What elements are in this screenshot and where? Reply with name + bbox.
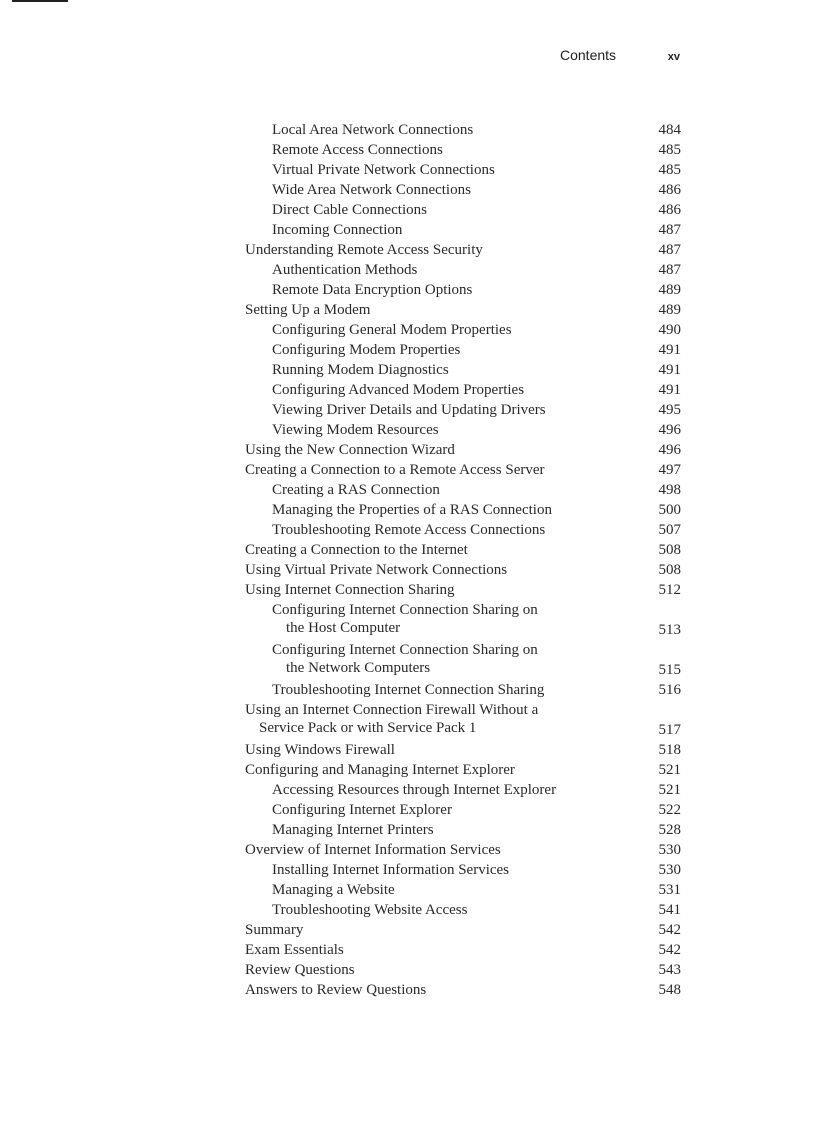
toc-entry-title: Viewing Driver Details and Updating Drivers [272,402,546,418]
toc-entry-page-number: 543 [658,962,681,978]
toc-entry-title: Configuring Internet Connection Sharing on [272,602,538,618]
toc-entry-page-number: 491 [658,382,681,398]
toc-entry-title: Using Windows Firewall [245,742,395,758]
toc-entry[interactable] [245,641,681,681]
toc-entry-title: Using Virtual Private Network Connections [245,562,508,578]
toc-entry[interactable] [245,161,681,181]
toc-entry-page-number: 518 [658,742,681,758]
toc-entry-page-number: 487 [658,242,681,258]
toc-entry-title: Troubleshooting Internet Connection Sharing [272,682,545,698]
toc-entry[interactable] [245,701,681,741]
running-head [560,47,680,67]
toc-entry[interactable] [245,461,681,481]
toc-entry-title: Virtual Private Network Connections [272,162,495,178]
toc-entry-page-number: 489 [658,302,681,318]
toc-entry-page-number: 498 [658,482,681,498]
toc-entry-page-number: 542 [658,922,681,938]
toc-entry-page-number: 531 [658,882,681,898]
toc-entry[interactable] [245,761,681,781]
toc-entry-page-number: 484 [658,122,681,138]
toc-entry-title: Managing Internet Printers [272,822,434,838]
toc-entry-title: Remote Access Connections [272,142,443,158]
toc-entry[interactable] [245,201,681,221]
toc-entry-page-number: 517 [658,722,681,738]
toc-entry-page-number: 541 [658,902,681,918]
toc-entry[interactable] [245,541,681,561]
toc-entry[interactable] [245,521,681,541]
toc-entry-title: Remote Data Encryption Options [272,282,473,298]
toc-entry-page-number: 485 [658,162,681,178]
toc-entry-title: Exam Essentials [245,942,344,958]
toc-entry[interactable] [245,301,681,321]
toc-entry[interactable] [245,441,681,461]
toc-entry-title: Configuring Internet Explorer [272,802,452,818]
toc-entry[interactable] [245,841,681,861]
toc-entry[interactable] [245,481,681,501]
toc-entry[interactable] [245,601,681,641]
toc-entry-page-number: 485 [658,142,681,158]
toc-entry-title: Managing a Website [272,882,395,898]
page-number: xv [667,51,680,63]
toc-entry-title: Local Area Network Connections [272,122,474,138]
toc-entry[interactable] [245,501,681,521]
toc-entry-title: Incoming Connection [272,222,403,238]
toc-entry-page-number: 512 [658,582,681,598]
toc-entry-page-number: 490 [658,322,681,338]
toc-entry[interactable] [245,801,681,821]
toc-entry-title: Authentication Methods [272,262,418,278]
toc-entry-title: Using Internet Connection Sharing [245,582,455,598]
crop-mark [12,0,68,2]
toc-entry-page-number: 521 [658,782,681,798]
toc-entry-page-number: 530 [658,862,681,878]
toc-entry-page-number: 508 [658,542,681,558]
toc-entry-title: Using the New Connection Wizard [245,442,455,458]
toc-entry-page-number: 491 [658,342,681,358]
toc-entry[interactable] [245,221,681,241]
toc-entry[interactable] [245,961,681,981]
toc-entry-title: Direct Cable Connections [272,202,427,218]
toc-entry[interactable] [245,141,681,161]
toc-entry-title: Using an Internet Connection Firewall Without a [245,702,539,718]
toc-entry-page-number: 495 [658,402,681,418]
toc-entry-page-number: 542 [658,942,681,958]
toc-entry-title: Creating a RAS Connection [272,482,440,498]
toc-entry-page-number: 516 [658,682,681,698]
toc-entry-title: Viewing Modem Resources [272,422,439,438]
toc-entry-title: Troubleshooting Remote Access Connections [272,522,546,538]
toc-entry-title: Running Modem Diagnostics [272,362,449,378]
toc-entry-page-number: 487 [658,262,681,278]
toc-entry[interactable] [245,581,681,601]
toc-entry-page-number: 513 [658,622,681,638]
toc-entry-page-number: 496 [658,422,681,438]
toc-entry-title: Understanding Remote Access Security [245,242,483,258]
toc-entry-title: Creating a Connection to a Remote Access Server [245,462,545,478]
toc-entry[interactable] [245,421,681,441]
toc-entry-title: Installing Internet Information Services [272,862,510,878]
toc-entry-page-number: 530 [658,842,681,858]
toc-entry-title: Configuring and Managing Internet Explorer [245,762,515,778]
toc-entry[interactable] [245,901,681,921]
toc-entry[interactable] [245,941,681,961]
toc-entry-page-number: 486 [658,182,681,198]
toc-entry-page-number: 486 [658,202,681,218]
toc-entry[interactable] [245,681,681,701]
toc-entry-page-number: 497 [658,462,681,478]
toc-entry-title: Summary [245,922,304,938]
toc-entry-title: Managing the Properties of a RAS Connection [272,502,552,518]
toc-entry[interactable] [245,881,681,901]
toc-entry-title: Review Questions [245,962,355,978]
toc-entry-page-number: 487 [658,222,681,238]
running-title: Contents [560,47,617,63]
toc-entry[interactable] [245,261,681,281]
toc-entry[interactable] [245,241,681,261]
toc-entry-title: Setting Up a Modem [245,302,371,318]
toc-entry[interactable] [245,341,681,361]
toc-entry[interactable] [245,561,681,581]
toc-entry[interactable] [245,321,681,341]
toc-entry-title-continuation: Service Pack or with Service Pack 1 [259,720,477,736]
toc-entry[interactable] [245,361,681,381]
toc-entry-page-number: 500 [658,502,681,518]
toc-entry-page-number: 491 [658,362,681,378]
toc-entry[interactable] [245,921,681,941]
toc-entry-title-continuation: the Network Computers [286,660,431,676]
toc-entry-title: Configuring General Modem Properties [272,322,512,338]
toc-entry[interactable] [245,121,681,141]
toc-entry-page-number: 521 [658,762,681,778]
toc-entry[interactable] [245,781,681,801]
toc-entry-title: Wide Area Network Connections [272,182,471,198]
toc-entry[interactable] [245,181,681,201]
toc-entry[interactable] [245,821,681,841]
toc-entry-title: Troubleshooting Website Access [272,902,468,918]
toc-entry[interactable] [245,381,681,401]
toc-entry-title: Creating a Connection to the Internet [245,542,468,558]
toc-entry-title-continuation: the Host Computer [286,620,401,636]
toc-entry[interactable] [245,981,681,1001]
toc-entry-title: Configuring Advanced Modem Properties [272,382,525,398]
toc-entry-page-number: 515 [658,662,681,678]
toc-entry-page-number: 489 [658,282,681,298]
toc-entry[interactable] [245,861,681,881]
toc-entry[interactable] [245,401,681,421]
toc-entry-page-number: 507 [658,522,681,538]
toc-entry-title: Accessing Resources through Internet Explorer [272,782,557,798]
toc-entry-title: Answers to Review Questions [245,982,427,998]
table-of-contents [245,121,681,1001]
toc-entry-page-number: 528 [658,822,681,838]
toc-entry-page-number: 522 [658,802,681,818]
toc-entry[interactable] [245,741,681,761]
toc-entry-title: Configuring Modem Properties [272,342,461,358]
toc-entry-page-number: 508 [658,562,681,578]
toc-entry-page-number: 548 [658,982,681,998]
toc-entry-title: Configuring Internet Connection Sharing on [272,642,538,658]
toc-entry[interactable] [245,281,681,301]
toc-entry-page-number: 496 [658,442,681,458]
toc-entry-title: Overview of Internet Information Services [245,842,501,858]
